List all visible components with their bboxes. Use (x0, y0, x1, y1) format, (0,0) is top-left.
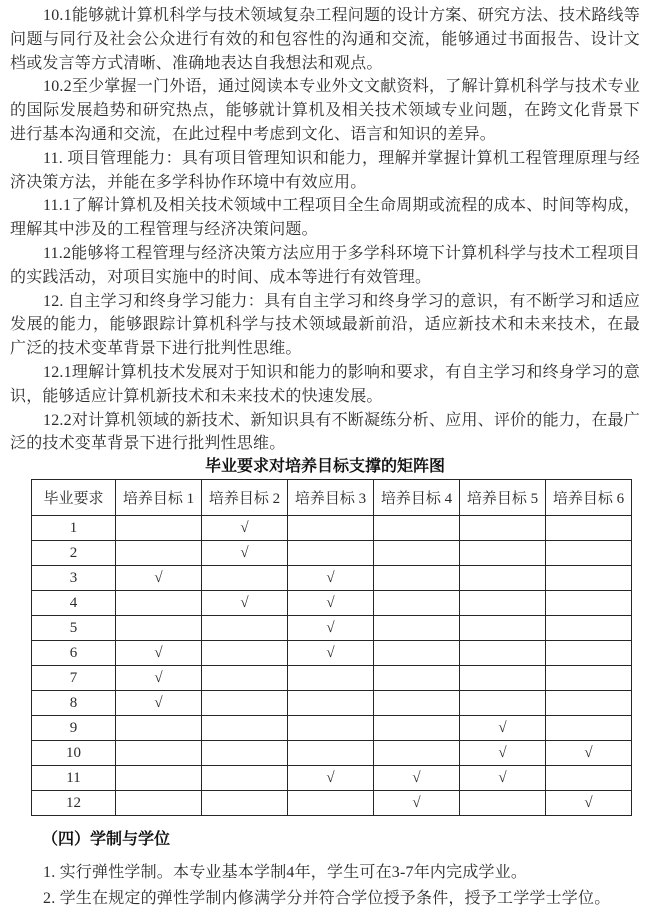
requirement-number: 3 (32, 566, 116, 591)
requirement-number: 2 (32, 541, 116, 566)
support-empty (202, 641, 288, 666)
support-check: √ (546, 791, 632, 816)
section-heading: （四）学制与学位 (42, 831, 171, 848)
matrix-row (32, 566, 632, 591)
support-empty (288, 516, 374, 541)
support-check: √ (116, 666, 202, 691)
support-check: √ (202, 541, 288, 566)
section-paragraph: 1. 实行弹性学制。本专业基本学制4年，学生可在3-7年内完成学业。 (43, 864, 528, 881)
section-body (10, 860, 640, 912)
support-empty (460, 641, 546, 666)
support-empty (460, 791, 546, 816)
requirement-number: 5 (32, 616, 116, 641)
requirement-number: 7 (32, 666, 116, 691)
support-empty (546, 691, 632, 716)
support-empty (288, 741, 374, 766)
matrix-column-header: 培养目标 6 (546, 480, 632, 516)
support-empty (460, 616, 546, 641)
support-check: √ (460, 716, 546, 741)
support-empty (202, 691, 288, 716)
support-empty (460, 591, 546, 616)
paragraph: 11.1了解计算机及相关技术领域中工程项目全生命周期或流程的成本、时间等构成，理解其中涉及的工程管理与经济决策问题。 (10, 197, 640, 239)
matrix-column-header: 培养目标 3 (288, 480, 374, 516)
requirement-number: 12 (32, 791, 116, 816)
support-empty (374, 741, 460, 766)
support-empty (374, 616, 460, 641)
support-empty (460, 541, 546, 566)
support-empty (288, 691, 374, 716)
matrix-column-header: 培养目标 1 (116, 480, 202, 516)
paragraph: 12.1理解计算机技术发展对于知识和能力的影响和要求，有自主学习和终身学习的意识，能够适应计算机新技术和未来技术的快速发展。 (10, 363, 640, 405)
matrix-row (32, 766, 632, 791)
paragraph: 11. 项目管理能力：具有项目管理知识和能力，理解并掌握计算机工程管理原理与经济决策方法，并能在多学科协作环境中有效应用。 (10, 149, 640, 191)
support-empty (288, 791, 374, 816)
matrix-column-header: 培养目标 5 (460, 480, 546, 516)
support-check: √ (288, 641, 374, 666)
requirement-number: 4 (32, 591, 116, 616)
support-empty (202, 616, 288, 641)
support-check: √ (116, 641, 202, 666)
support-empty (116, 591, 202, 616)
support-empty (116, 616, 202, 641)
requirement-number: 9 (32, 716, 116, 741)
paragraph: 12. 自主学习和终身学习能力：具有自主学习和终身学习的意识，有不断学习和适应发展的能力，能够跟踪计算机科学与技术领域最新前沿，适应新技术和未来技术，在最广泛的技术变革背景下进行批判性思维。 (10, 292, 640, 358)
requirement-number: 6 (32, 641, 116, 666)
matrix-row (32, 791, 632, 816)
support-empty (202, 666, 288, 691)
support-empty (460, 666, 546, 691)
matrix-row (32, 516, 632, 541)
support-empty (546, 516, 632, 541)
support-check: √ (116, 691, 202, 716)
support-check: √ (288, 766, 374, 791)
matrix-table (31, 479, 632, 816)
matrix-row (32, 541, 632, 566)
requirement-number: 1 (32, 516, 116, 541)
support-empty (202, 791, 288, 816)
support-empty (116, 791, 202, 816)
matrix-column-header: 培养目标 4 (374, 480, 460, 516)
support-check: √ (460, 741, 546, 766)
body-text (10, 4, 640, 457)
support-empty (374, 666, 460, 691)
support-empty (460, 566, 546, 591)
support-empty (546, 591, 632, 616)
requirement-number: 11 (32, 766, 116, 791)
support-empty (460, 691, 546, 716)
support-check: √ (202, 591, 288, 616)
support-empty (116, 766, 202, 791)
requirement-number: 8 (32, 691, 116, 716)
matrix-row (32, 616, 632, 641)
support-empty (202, 741, 288, 766)
paragraph: 10.1能够就计算机科学与技术领域复杂工程问题的设计方案、研究方法、技术路线等问题与同行及社会公众进行有效的和包容性的沟通和交流，能够通过书面报告、设计文档或发言等方式清晰、准确地表达自我想法和观点。 (10, 7, 640, 72)
support-empty (374, 566, 460, 591)
support-empty (202, 766, 288, 791)
matrix-row (32, 666, 632, 691)
support-check: √ (288, 616, 374, 641)
support-empty (116, 741, 202, 766)
matrix-column-header: 毕业要求 (32, 480, 116, 516)
support-empty (546, 641, 632, 666)
paragraph: 11.2能够将工程管理与经济决策方法应用于多学科环境下计算机科学与技术工程项目的实践活动，对项目实施中的时间、成本等进行有效管理。 (10, 244, 640, 286)
support-empty (374, 516, 460, 541)
support-check: √ (116, 566, 202, 591)
support-empty (546, 541, 632, 566)
support-check: √ (546, 741, 632, 766)
support-empty (116, 716, 202, 741)
support-check: √ (374, 766, 460, 791)
support-empty (546, 666, 632, 691)
paragraph: 10.2至少掌握一门外语，通过阅读本专业外文文献资料，了解计算机科学与技术专业的国际发展趋势和研究热点，能够就计算机及相关技术领域专业问题，在跨文化背景下进行基本沟通和交流，在此过程中考虑到文化、语言和知识的差异。 (10, 78, 640, 143)
support-empty (374, 691, 460, 716)
support-empty (288, 716, 374, 741)
support-empty (288, 666, 374, 691)
support-check: √ (460, 766, 546, 791)
support-empty (546, 716, 632, 741)
support-empty (546, 616, 632, 641)
support-empty (116, 541, 202, 566)
matrix-header-row (32, 480, 632, 516)
matrix-row (32, 591, 632, 616)
matrix-column-header: 培养目标 2 (202, 480, 288, 516)
matrix-row (32, 691, 632, 716)
support-check: √ (374, 791, 460, 816)
support-check: √ (288, 591, 374, 616)
support-empty (116, 516, 202, 541)
support-empty (460, 516, 546, 541)
support-empty (374, 541, 460, 566)
matrix-row (32, 641, 632, 666)
matrix-row (32, 741, 632, 766)
support-empty (374, 641, 460, 666)
section-paragraph: 2. 学生在规定的弹性学制内修满学分并符合学位授予条件，授予工学学士学位。 (43, 890, 611, 907)
support-empty (374, 716, 460, 741)
support-empty (546, 766, 632, 791)
support-empty (202, 716, 288, 741)
support-check: √ (202, 516, 288, 541)
requirement-number: 10 (32, 741, 116, 766)
matrix-row (32, 716, 632, 741)
matrix-table-title: 毕业要求对培养目标支撑的矩阵图 (204, 458, 445, 475)
support-check: √ (288, 566, 374, 591)
support-empty (546, 566, 632, 591)
paragraph: 12.2对计算机领域的新技术、新知识具有不断凝练分析、应用、评价的能力，在最广泛的技术变革背景下进行批判性思维。 (10, 411, 640, 453)
support-empty (202, 566, 288, 591)
support-empty (288, 541, 374, 566)
support-empty (374, 591, 460, 616)
